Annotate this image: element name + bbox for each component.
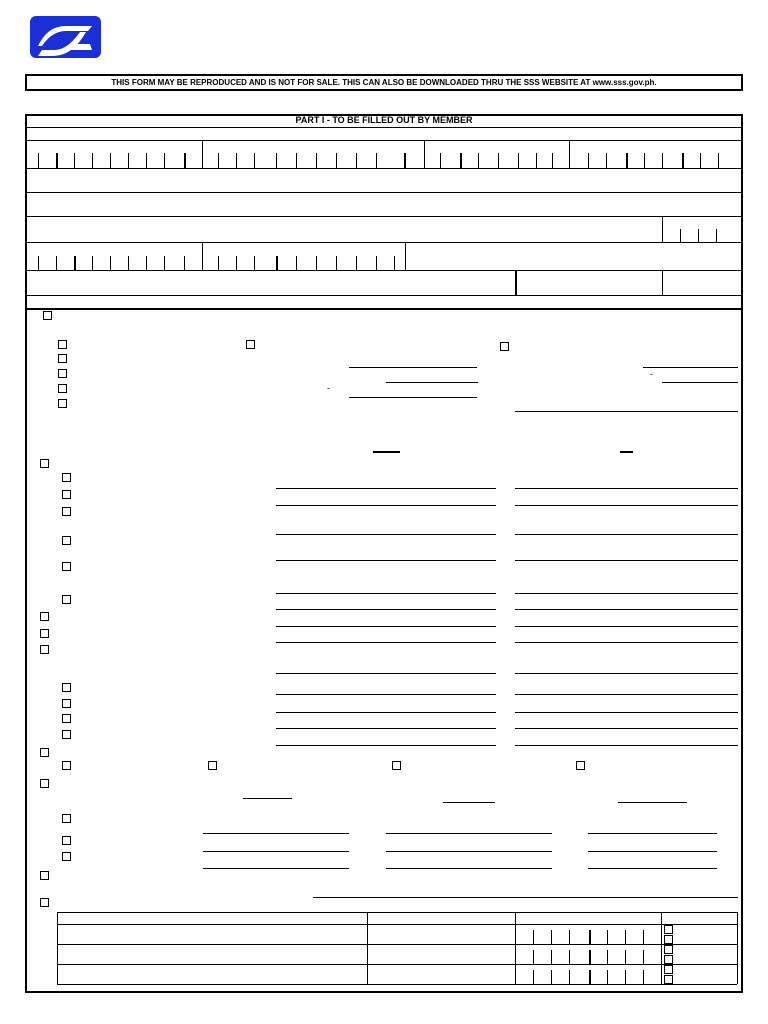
input-line[interactable]: [386, 833, 552, 834]
digit-separator: [607, 950, 608, 964]
input-line[interactable]: [643, 367, 738, 368]
digit-separator: [184, 153, 186, 168]
digit-separator: [643, 930, 644, 944]
checkbox[interactable]: [40, 748, 49, 757]
checkbox[interactable]: [664, 945, 673, 954]
part-1-form-frame: [25, 114, 743, 993]
checkbox[interactable]: [40, 459, 49, 468]
digit-separator: [394, 256, 395, 271]
form-line: [27, 127, 741, 128]
digit-separator: [92, 256, 93, 271]
digit-separator: [569, 930, 570, 944]
digit-separator: [218, 256, 219, 271]
digit-separator: [276, 256, 278, 271]
checkbox[interactable]: [58, 399, 67, 408]
checkbox[interactable]: [246, 340, 255, 349]
digit-separator: [336, 153, 337, 168]
checkbox[interactable]: [40, 645, 49, 654]
input-line[interactable]: [662, 382, 738, 383]
digit-separator: [110, 153, 111, 168]
checkbox[interactable]: [62, 836, 71, 845]
checkbox[interactable]: [392, 761, 401, 770]
digit-separator: [643, 950, 644, 964]
checkbox[interactable]: [62, 714, 71, 723]
form-divider: [515, 270, 517, 296]
digit-separator: [336, 256, 337, 271]
input-line[interactable]: [515, 626, 738, 627]
digit-separator: [110, 256, 111, 271]
input-line[interactable]: [386, 851, 552, 852]
checkbox[interactable]: [62, 814, 71, 823]
checkbox[interactable]: [62, 699, 71, 708]
input-line[interactable]: [386, 868, 552, 869]
digit-separator: [533, 970, 534, 984]
digit-separator: [38, 153, 39, 168]
digit-separator: [589, 970, 591, 984]
input-line[interactable]: [276, 505, 496, 506]
form-divider: [569, 140, 570, 168]
form-divider: [367, 912, 368, 984]
checkbox[interactable]: [664, 965, 673, 974]
checkbox[interactable]: [40, 629, 49, 638]
digit-separator: [316, 256, 317, 271]
digit-separator: [218, 153, 219, 168]
digit-separator: [146, 256, 147, 271]
digit-separator: [625, 950, 626, 964]
checkbox[interactable]: [62, 730, 71, 739]
input-line[interactable]: [588, 851, 717, 852]
checkbox[interactable]: [58, 354, 67, 363]
checkbox[interactable]: [664, 955, 673, 964]
digit-separator: [254, 153, 255, 168]
digit-separator: [184, 256, 185, 271]
form-divider: [202, 140, 203, 168]
digit-separator: [607, 930, 608, 944]
form-line: [27, 270, 741, 271]
input-line[interactable]: [443, 802, 495, 803]
form-divider: [57, 912, 58, 984]
input-line[interactable]: [618, 802, 687, 803]
digit-separator: [164, 256, 165, 271]
input-line[interactable]: [276, 626, 496, 627]
digit-separator: [128, 256, 129, 271]
digit-separator: [56, 153, 58, 168]
input-line[interactable]: [349, 397, 477, 398]
input-line[interactable]: [203, 833, 349, 834]
input-line[interactable]: [515, 712, 738, 713]
form-line: [57, 912, 737, 913]
form-divider: [515, 912, 516, 984]
input-line[interactable]: [386, 382, 478, 383]
checkbox[interactable]: [62, 761, 71, 770]
input-line[interactable]: [588, 833, 717, 834]
input-line[interactable]: [515, 505, 738, 506]
form-line: [27, 168, 741, 169]
input-line[interactable]: [515, 694, 738, 695]
input-line[interactable]: [313, 897, 738, 898]
input-line[interactable]: [515, 593, 738, 594]
digit-separator: [625, 970, 626, 984]
digit-separator: [551, 950, 552, 964]
input-line[interactable]: [515, 411, 738, 412]
digit-separator: [236, 153, 237, 168]
form-divider: [662, 270, 663, 296]
digit-separator: [643, 970, 644, 984]
form-line: [27, 308, 741, 310]
checkbox[interactable]: [40, 612, 49, 621]
digit-separator: [128, 153, 129, 168]
form-divider: [405, 242, 406, 271]
input-line[interactable]: [515, 728, 738, 729]
digit-separator: [662, 153, 663, 168]
checkbox[interactable]: [62, 473, 71, 482]
checkbox[interactable]: [208, 761, 217, 770]
digit-separator: [236, 256, 237, 271]
digit-separator: [533, 930, 534, 944]
digit-separator: [296, 256, 297, 271]
digit-separator: [164, 153, 165, 168]
input-line[interactable]: [276, 728, 496, 729]
digit-separator: [276, 153, 277, 168]
input-line[interactable]: [276, 745, 496, 746]
checkbox[interactable]: [62, 507, 71, 516]
input-line[interactable]: [276, 488, 496, 489]
digit-separator: [589, 930, 591, 944]
sss-logo-icon: [30, 16, 101, 58]
form-line: [57, 964, 737, 965]
checkbox[interactable]: [58, 369, 67, 378]
digit-separator: [518, 153, 519, 168]
input-line[interactable]: [588, 868, 717, 869]
digit-separator: [626, 153, 628, 168]
form-divider: [661, 912, 662, 984]
digit-separator: [376, 256, 377, 271]
reproduction-notice: THIS FORM MAY BE REPRODUCED AND IS NOT FOR SALE. THIS CAN ALSO BE DOWNLOADED THRU THE SSS WEBSITE AT www.sss.gov.ph.: [25, 74, 743, 91]
checkbox[interactable]: [58, 384, 67, 393]
checkbox[interactable]: [576, 761, 585, 770]
digit-separator: [606, 153, 607, 168]
checkbox[interactable]: [62, 852, 71, 861]
input-line[interactable]: [276, 642, 496, 643]
digit-separator: [356, 256, 357, 271]
digit-separator: [38, 256, 39, 271]
digit-separator: [146, 153, 147, 168]
input-line[interactable]: [243, 798, 292, 799]
digit-separator: [716, 229, 717, 242]
input-line[interactable]: [276, 534, 496, 535]
checkbox[interactable]: [62, 562, 71, 571]
checkbox[interactable]: [62, 683, 71, 692]
form-line: [27, 140, 741, 141]
checkbox[interactable]: [664, 975, 673, 984]
digit-separator: [625, 930, 626, 944]
digit-separator: [356, 153, 357, 168]
input-line[interactable]: [515, 745, 738, 746]
checkbox[interactable]: [40, 779, 49, 788]
form-divider: [662, 216, 663, 242]
digit-separator: [56, 256, 57, 271]
checkbox[interactable]: [40, 871, 49, 880]
input-line[interactable]: [515, 673, 738, 674]
digit-separator: [536, 153, 537, 168]
form-line: [27, 295, 741, 296]
digit-separator: [552, 153, 553, 168]
input-line[interactable]: [515, 609, 738, 610]
digit-separator: [254, 256, 255, 271]
checkbox[interactable]: [664, 925, 673, 934]
digit-separator: [404, 153, 406, 168]
form-line: [27, 242, 741, 243]
checkbox[interactable]: [62, 595, 71, 604]
form-divider: [737, 912, 738, 984]
digit-separator: [588, 153, 589, 168]
form-divider: [202, 242, 203, 271]
input-line[interactable]: [276, 694, 496, 695]
digit-separator: [296, 153, 297, 168]
form-line: [57, 984, 737, 985]
checkbox[interactable]: [62, 490, 71, 499]
checkbox[interactable]: [664, 935, 673, 944]
input-line[interactable]: [515, 560, 738, 561]
digit-separator: [316, 153, 317, 168]
input-line[interactable]: [276, 609, 496, 610]
input-line[interactable]: [349, 367, 477, 368]
input-line[interactable]: [203, 851, 349, 852]
digit-separator: [498, 153, 499, 168]
input-line[interactable]: [276, 593, 496, 594]
form-divider: [424, 140, 425, 168]
digit-separator: [607, 970, 608, 984]
input-line[interactable]: [515, 488, 738, 489]
digit-separator: [680, 229, 681, 242]
digit-separator: [551, 970, 552, 984]
dash-separator: -: [327, 383, 330, 393]
digit-separator: [589, 950, 591, 964]
form-line: [57, 944, 737, 945]
form-line: [373, 451, 400, 453]
digit-separator: [644, 153, 645, 168]
form-line: [27, 192, 741, 193]
dash-separator: -: [650, 369, 653, 379]
digit-separator: [440, 153, 441, 168]
part-1-title: PART I - TO BE FILLED OUT BY MEMBER: [295, 115, 473, 125]
checkbox[interactable]: [58, 340, 67, 349]
form-line: [27, 216, 741, 217]
input-line[interactable]: [515, 642, 738, 643]
digit-separator: [92, 153, 93, 168]
input-line[interactable]: [203, 868, 349, 869]
form-line: [57, 924, 737, 925]
digit-separator: [698, 229, 699, 242]
digit-separator: [718, 153, 719, 168]
checkbox[interactable]: [62, 536, 71, 545]
input-line[interactable]: [276, 712, 496, 713]
input-line[interactable]: [276, 560, 496, 561]
digit-separator: [376, 153, 377, 168]
digit-separator: [569, 970, 570, 984]
digit-separator: [533, 950, 534, 964]
form-line: [620, 451, 633, 453]
digit-separator: [478, 153, 479, 168]
input-line[interactable]: [515, 534, 738, 535]
digit-separator: [551, 930, 552, 944]
digit-separator: [74, 256, 76, 271]
checkbox[interactable]: [40, 898, 49, 907]
digit-separator: [700, 153, 701, 168]
digit-separator: [460, 153, 462, 168]
input-line[interactable]: [276, 673, 496, 674]
checkbox[interactable]: [43, 311, 52, 320]
checkbox[interactable]: [500, 342, 509, 351]
digit-separator: [569, 950, 570, 964]
digit-separator: [74, 153, 75, 168]
digit-separator: [682, 153, 684, 168]
